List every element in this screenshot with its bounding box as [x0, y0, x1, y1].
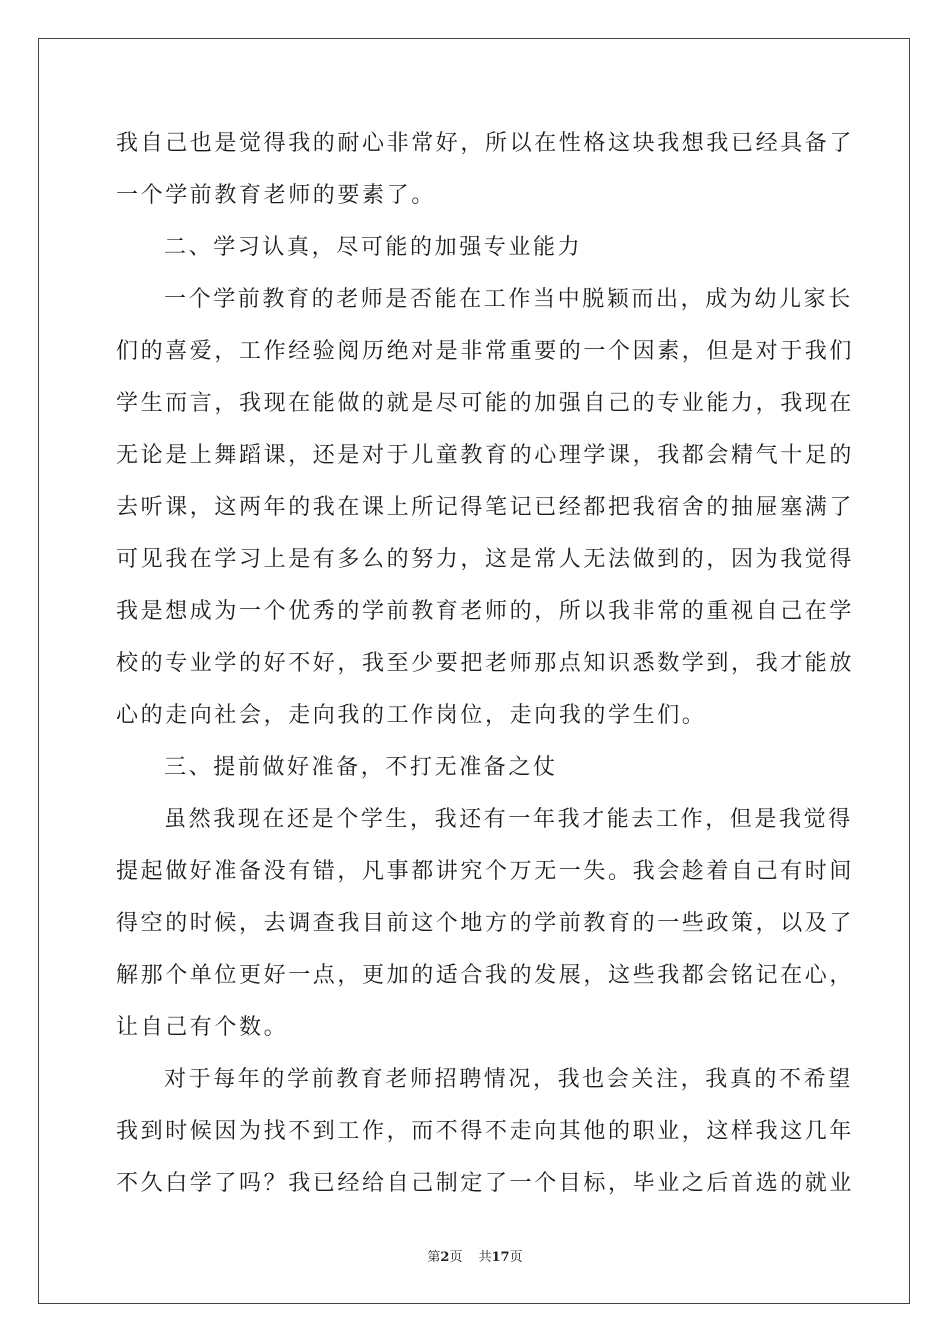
total-pages: 17	[491, 1250, 510, 1265]
section-heading: 三、提前做好准备，不打无准备之仗	[164, 755, 558, 780]
text-line: 校的专业学的好不好，我至少要把老师那点知识悉数学到，我才能放	[116, 651, 855, 676]
text-line: 我是想成为一个优秀的学前教育老师的，所以我非常的重视自己在学	[116, 599, 855, 624]
total-suffix: 页	[509, 1250, 523, 1265]
text-line: 们的喜爱，工作经验阅历绝对是非常重要的一个因素，但是对于我们	[116, 339, 855, 364]
text-line: 可见我在学习上是有多么的努力，这是常人无法做到的，因为我觉得	[116, 547, 855, 572]
text-line: 一个学前教育的老师是否能在工作当中脱颖而出，成为幼儿家长	[164, 287, 853, 312]
page-number: 2	[440, 1250, 450, 1265]
page-suffix: 页	[449, 1250, 463, 1265]
text-line: 让自己有个数。	[116, 1015, 289, 1040]
text-line: 我到时候因为找不到工作，而不得不走向其他的职业，这样我这几年	[116, 1119, 855, 1144]
text-line: 学生而言，我现在能做的就是尽可能的加强自己的专业能力，我现在	[116, 391, 855, 416]
text-line: 心的走向社会，走向我的工作岗位，走向我的学生们。	[116, 703, 707, 728]
text-line: 我自己也是觉得我的耐心非常好，所以在性格这块我想我已经具备了	[116, 131, 855, 156]
total-prefix: 共	[478, 1250, 492, 1265]
text-line: 虽然我现在还是个学生，我还有一年我才能去工作，但是我觉得	[164, 807, 853, 832]
section-heading: 二、学习认真，尽可能的加强专业能力	[164, 235, 583, 260]
text-line: 得空的时候，去调查我目前这个地方的学前教育的一些政策，以及了	[116, 911, 855, 936]
text-line: 解那个单位更好一点，更加的适合我的发展，这些我都会铭记在心，	[116, 963, 855, 988]
text-line: 去听课，这两年的我在课上所记得笔记已经都把我宿舍的抽屉塞满了	[116, 495, 855, 520]
text-line: 提起做好准备没有错，凡事都讲究个万无一失。我会趁着自己有时间	[116, 859, 855, 884]
page-prefix: 第	[427, 1250, 441, 1265]
page-footer	[0, 1246, 950, 1265]
text-line: 不久白学了吗？我已经给自己制定了一个目标，毕业之后首选的就业	[116, 1171, 855, 1196]
text-line: 对于每年的学前教育老师招聘情况，我也会关注，我真的不希望	[164, 1067, 853, 1092]
text-line: 无论是上舞蹈课，还是对于儿童教育的心理学课，我都会精气十足的	[116, 443, 855, 468]
text-line: 一个学前教育老师的要素了。	[116, 183, 436, 208]
